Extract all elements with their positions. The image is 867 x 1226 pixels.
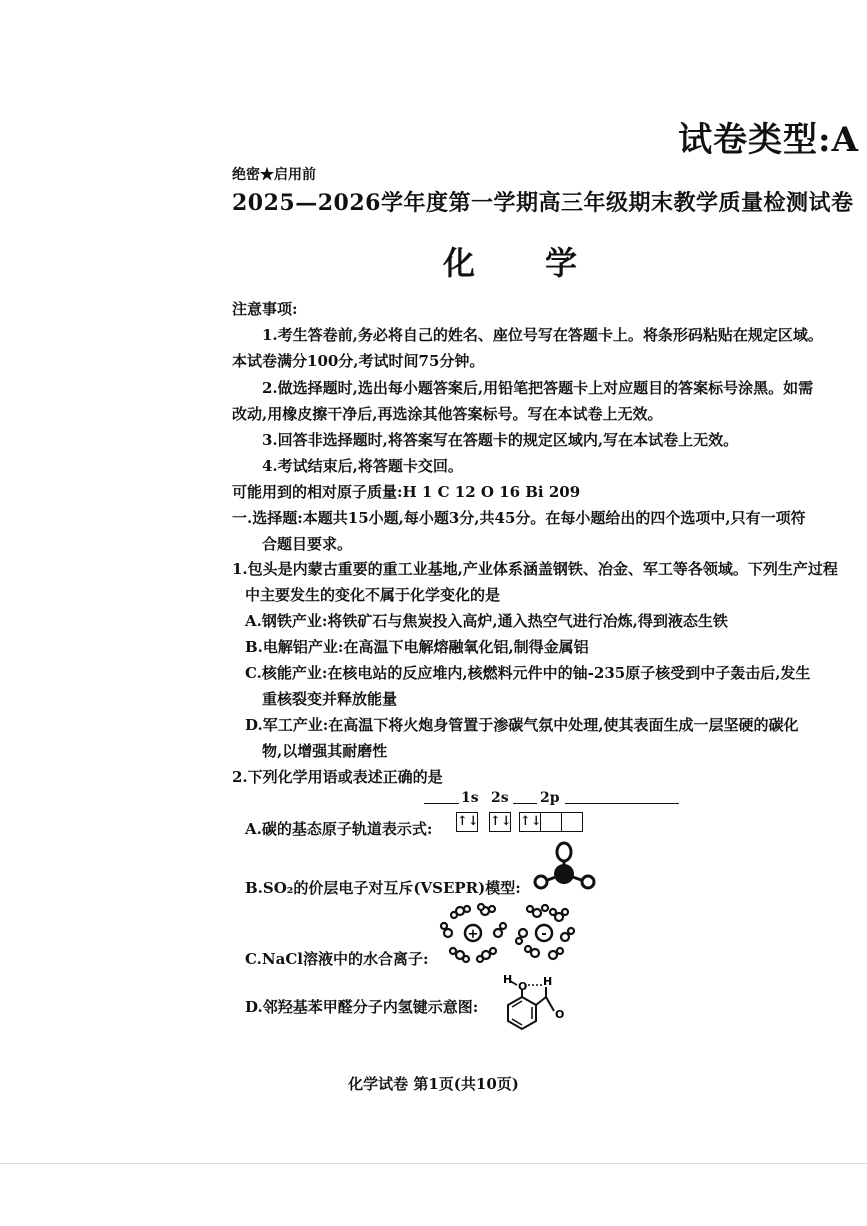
notice-item: 本试卷满分100分,考试时间75分钟。: [232, 352, 485, 370]
hydrated-sodium-ion-icon: [440, 903, 510, 963]
orbital-box-2p-2: [540, 812, 562, 832]
hydrated-chloride-ion-icon: [515, 903, 575, 963]
q1-option-d-cont: 物,以增强其耐磨性: [262, 742, 388, 760]
q1-option-c-cont: 重核裂变并释放能量: [262, 690, 398, 708]
cl-minus-sign: -: [541, 927, 547, 942]
section-heading: 一.选择题:本题共15小题,每小题3分,共45分。在每小题给出的四个选项中,只有一项符: [232, 509, 806, 527]
na-plus-sign: +: [467, 927, 479, 942]
secret-label: 绝密★启用前: [232, 167, 316, 183]
notice-item: 2.做选择题时,选出每小题答案后,用铅笔把答题卡上对应题目的答案标号涂黑。如需: [262, 379, 814, 397]
notice-item: 3.回答非选择题时,将答案写在答题卡的规定区域内,写在本试卷上无效。: [262, 431, 739, 449]
q1-option-c: C.核能产业:在核电站的反应堆内,核燃料元件中的铀-235原子核受到中子轰击后,发生: [245, 664, 811, 682]
notice-item: 改动,用橡皮擦干净后,再选涂其他答案标号。写在本试卷上无效。: [232, 405, 663, 423]
q1-stem: 1.包头是内蒙古重要的重工业基地,产业体系涵盖钢铁、冶金、军工等各领域。下列生产过程: [232, 560, 838, 578]
orbital-label-2s: 2s: [491, 790, 509, 806]
q2-option-d: D.邻羟基苯甲醛分子内氢键示意图:: [245, 998, 479, 1016]
orbital-box-1s: ↑↓: [456, 812, 478, 832]
orbital-rule: [565, 803, 679, 804]
orbital-rule: [513, 803, 537, 804]
exam-title: 2025—2026学年度第一学期高三年级期末教学质量检测试卷: [232, 190, 854, 216]
atomic-masses: 可能用到的相对原子质量:H 1 C 12 O 16 Bi 209: [232, 483, 581, 501]
q1-option-a: A.钢铁产业:将铁矿石与焦炭投入高炉,通入热空气进行冶炼,得到液态生铁: [245, 612, 728, 630]
q2-option-b: B.SO₂的价层电子对互斥(VSEPR)模型:: [245, 879, 521, 897]
orbital-rule: [424, 803, 459, 804]
page-footer: 化学试卷 第1页(共10页): [348, 1075, 519, 1093]
d-label-o2: O: [555, 1008, 565, 1021]
q1-option-b: B.电解铝产业:在高温下电解熔融氧化铝,制得金属铝: [245, 638, 589, 656]
bottom-divider: [0, 1163, 867, 1164]
so2-vsepr-model-icon: [530, 842, 600, 894]
q2-option-c: C.NaCl溶液中的水合离子:: [245, 950, 429, 968]
q1-stem-cont: 中主要发生的变化不属于化学变化的是: [245, 586, 501, 604]
o-hydroxybenzaldehyde-structure-icon: [500, 975, 575, 1037]
q2-stem: 2.下列化学用语或表述正确的是: [232, 768, 443, 786]
d-label-o1: O: [518, 980, 528, 993]
section-heading-cont: 合题目要求。: [262, 535, 353, 553]
notice-heading: 注意事项:: [232, 300, 298, 318]
d-label-h2: H: [543, 975, 553, 988]
subject-title: 化学: [442, 244, 647, 282]
orbital-box-2s: ↑↓: [489, 812, 511, 832]
orbital-box-2p-1: ↑↓: [519, 812, 541, 832]
q2-option-a: A.碳的基态原子轨道表示式:: [245, 820, 433, 838]
q1-option-d: D.军工产业:在高温下将火炮身管置于渗碳气氛中处理,使其表面生成一层坚硬的碳化: [245, 716, 799, 734]
orbital-label-2p: 2p: [540, 790, 560, 806]
orbital-box-2p-3: [561, 812, 583, 832]
paper-type: 试卷类型:A: [678, 120, 859, 160]
notice-item: 4.考试结束后,将答题卡交回。: [262, 457, 463, 475]
orbital-label-1s: 1s: [461, 790, 479, 806]
notice-item: 1.考生答卷前,务必将自己的姓名、座位号写在答题卡上。将条形码粘贴在规定区域。: [262, 326, 823, 344]
d-label-h1: H: [503, 973, 513, 986]
